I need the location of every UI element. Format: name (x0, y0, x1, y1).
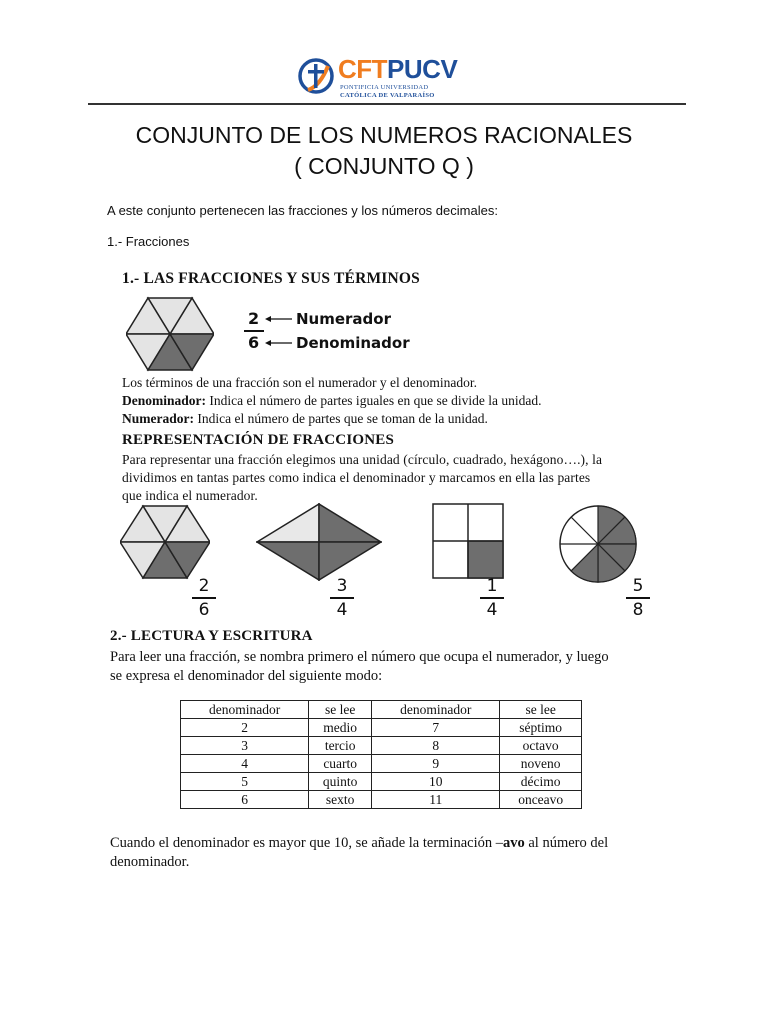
heading-terminos: 1.- LAS FRACCIONES Y SUS TÉRMINOS (122, 270, 420, 287)
table-cell: 5 (181, 773, 309, 791)
circle-5-8-figure (558, 504, 638, 584)
arrow-left-icons (265, 312, 293, 352)
closing-paragraph: Cuando el denominador es mayor que 10, se añade la terminación –avo al número del denominador. (110, 835, 609, 870)
table-header-row (181, 701, 582, 719)
denominator-label: Denominador (296, 334, 410, 352)
table-cell: tercio (309, 737, 372, 755)
logo-emblem-icon (298, 56, 334, 96)
terms-fraction-bar (244, 330, 264, 332)
table-header-cell: denominador (181, 701, 309, 719)
heading-lectura: 2.- LECTURA Y ESCRITURA (110, 628, 313, 644)
table-cell: 2 (181, 719, 309, 737)
terms-denominator-value: 6 (248, 333, 260, 352)
table-cell: sexto (309, 791, 372, 809)
table-cell: décimo (500, 773, 582, 791)
table-row (181, 773, 582, 791)
table-row (181, 737, 582, 755)
table-row (181, 791, 582, 809)
header-divider (88, 103, 686, 105)
terms-numerator-value: 2 (248, 309, 260, 328)
reading-paragraph: Para leer una fracción, se nombra primero el número que ocupa el numerador, y luego se expresa el denominador del siguiente modo: (110, 649, 609, 684)
table-cell: medio (309, 719, 372, 737)
reading-table (180, 700, 582, 809)
representation-paragraph: Para representar una fracción elegimos una unidad (círculo, cuadrado, hexágono….), la dividimos en tantas partes como indica el denominador y marcamos en ella las partes que indica el numerador. (122, 452, 603, 503)
table-cell: 11 (372, 791, 500, 809)
table-cell: 8 (372, 737, 500, 755)
page-title (0, 120, 768, 182)
fraction-label-1-4: 1 4 (480, 576, 504, 620)
logo-wordmark: CFTPUCV (338, 54, 458, 84)
logo-subtitle: PONTIFICIA UNIVERSIDAD CATÓLICA DE VALPARAÍSO (340, 84, 435, 99)
table-header-cell: se lee (500, 701, 582, 719)
hexagon-terms-figure (126, 296, 214, 372)
square-1-4-figure (432, 503, 504, 579)
fraction-label-5-8: 5 8 (626, 576, 650, 620)
table-header-cell: se lee (309, 701, 372, 719)
table-cell: 3 (181, 737, 309, 755)
hexagon-2-6-figure (120, 504, 210, 580)
terms-paragraph: Los términos de una fracción son el numerador y el denominador. Denominador: Indica el número de partes iguales en que se divide la unidad. Numerador: Indica el número de partes que se toman de la unidad. (122, 375, 542, 426)
table-cell: 10 (372, 773, 500, 791)
table-cell: onceavo (500, 791, 582, 809)
intro-paragraph: A este conjunto pertenecen las fracciones y los números decimales: (107, 203, 498, 218)
cftpucv-logo (298, 54, 458, 100)
table-cell: octavo (500, 737, 582, 755)
table-header-cell: denominador (372, 701, 500, 719)
numerator-label: Numerador (296, 310, 391, 328)
table-cell: cuarto (309, 755, 372, 773)
title-line-1: CONJUNTO DE LOS NUMEROS RACIONALES (135, 122, 633, 148)
rhombus-3-4-figure (256, 503, 382, 581)
heading-representacion: REPRESENTACIÓN DE FRACCIONES (122, 432, 395, 448)
fraction-label-2-6: 2 6 (192, 576, 216, 620)
table-cell: 4 (181, 755, 309, 773)
section-fracciones-label: 1.- Fracciones (107, 234, 190, 249)
table-row (181, 755, 582, 773)
denominator-term: Denominador: (122, 393, 206, 408)
table-cell: 7 (372, 719, 500, 737)
table-cell: noveno (500, 755, 582, 773)
table-cell: séptimo (500, 719, 582, 737)
fraction-label-3-4: 3 4 (330, 576, 354, 620)
table-cell: 6 (181, 791, 309, 809)
table-cell: 9 (372, 755, 500, 773)
title-line-2: ( CONJUNTO Q ) (294, 153, 474, 179)
table-cell: quinto (309, 773, 372, 791)
numerator-term: Numerador: (122, 411, 194, 426)
table-row (181, 719, 582, 737)
avo-suffix: avo (503, 835, 525, 851)
